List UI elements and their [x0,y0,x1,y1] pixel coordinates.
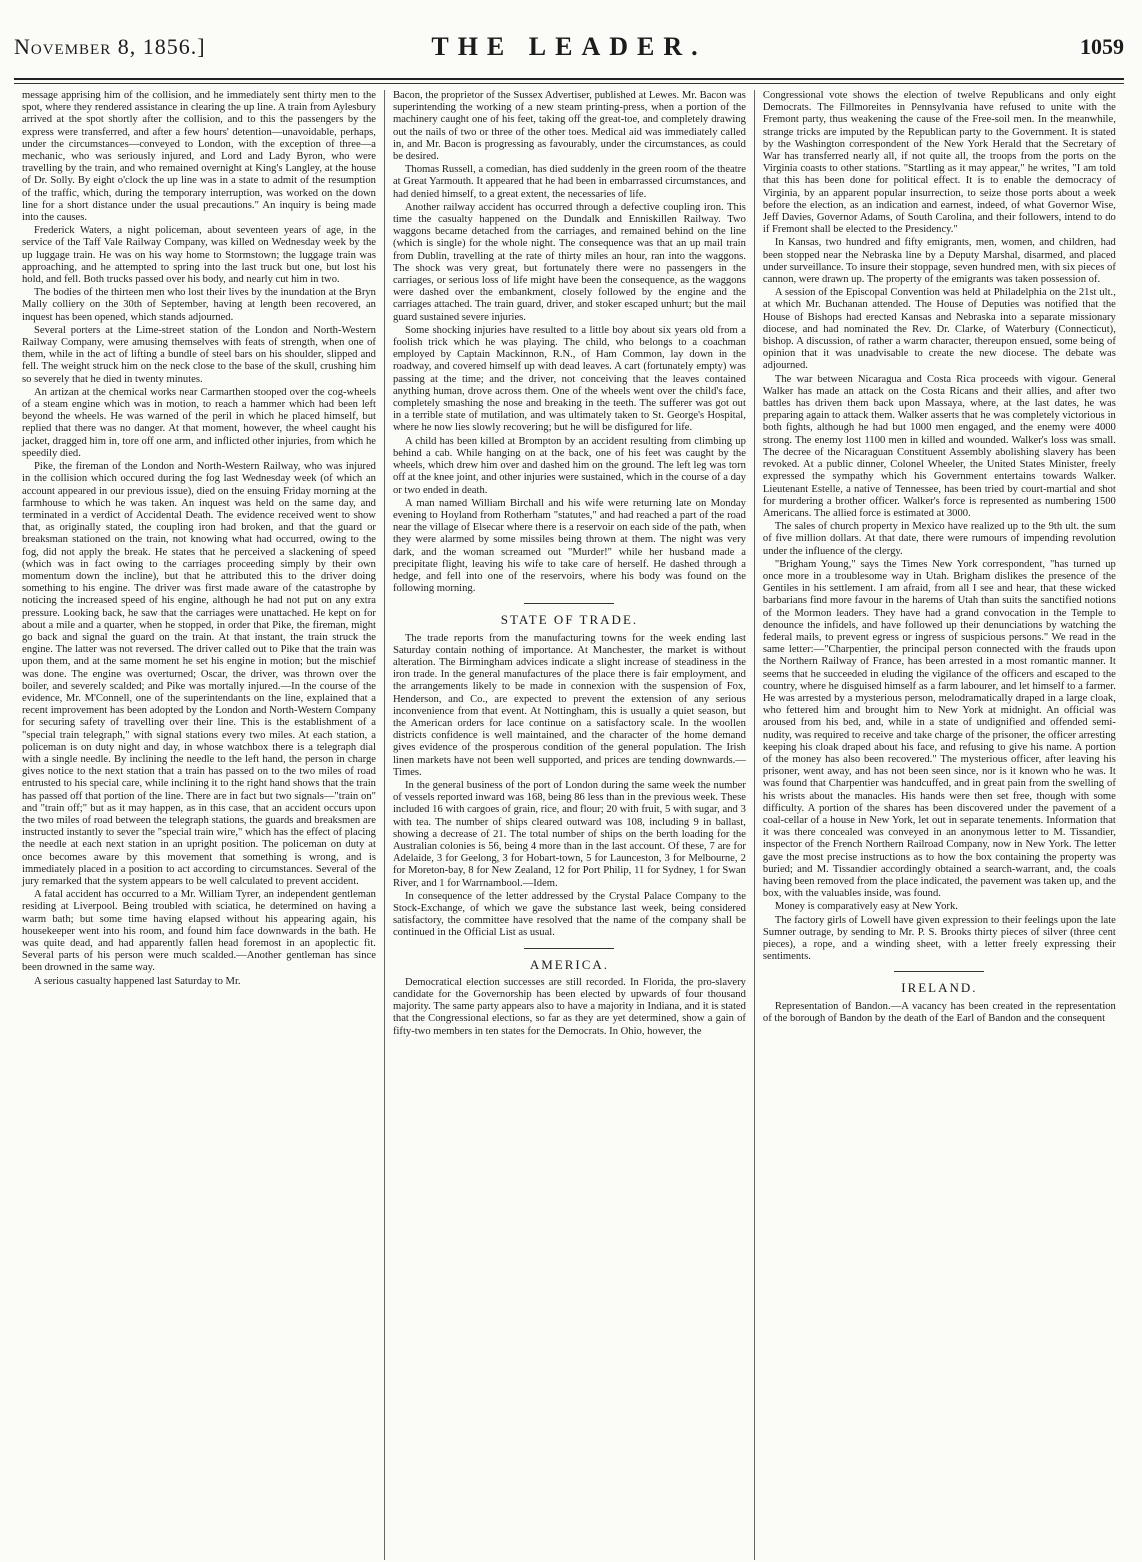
paragraph: In consequence of the letter addressed by the Crystal Palace Company to the Stock-Exchange, of which we gave the substance last week, being considered satisfactory, the committee have resolved that the name of the company shall be continued in the Official List as usual. [392,890,746,939]
newspaper-title: THE LEADER. [431,32,707,61]
paragraph: The sales of church property in Mexico have realized up to the 9th ult. the sum of five million dollars. At that date, there were rumours of impending revolution under the influence of the clergy. [762,521,1116,557]
paragraph: Bacon, the proprietor of the Sussex Advertiser, published at Lewes. Mr. Bacon was superintending the working of a new steam printing-press, when a portion of the machinery caught one of his feet, taking off the great-toe, and completely drawing out the nails of two or three of the other toes. Medical aid was immediately called in, and Mr. Bacon is progressing as favourably, under the circumstances, as could be desired. [392,90,746,163]
section-heading-ireland: IRELAND. [901,980,978,996]
paragraph: "Brigham Young," says the Times New York correspondent, "has turned up once more in a troublesome way in Utah. Brigham dislikes the presence of the Gentiles in his settlement. I am afraid, from all I see and hear, that these wicked barbarians find more favour in the harems of Utah than suits the sanctified notions of the Mormon leaders. They have had a grand convocation in the Temple to denounce the infidels, and have followed up their denunciations by watching the federal mails, to prevent egress or ingress of suspicious persons." We read in the same letter:—"Charpentier, the principal person connected with the frauds upon the Northern Railway of France, has been arrested in a most romantic manner. It seems that he succeeded in eluding the vigilance of the officers and escaped to the country, where he disguised himself as a farm labourer, and let himself to a farmer. He was arrested by a mysterious person, melodramatically draped in a large cloak, who fettered him and brought him to New York at midnight. An official was aroused from his bed, and, while in a state of undignified and offended semi-nudity, was required to receive and take charge of the prisoner, the officer arresting keeping his cloak draped about his face, and refusing to give his name. A portion of the money has also been recovered." The mysterious officer, after leaving his prisoner, went away, and has not been seen since, nor is it known who he was. It was found that Charpentier was handcuffed, and in great pain from the swelling of his wrists about the manacles. His hands were then set free, though with some difficulty. A portion of the shares has been discovered under the pavement of a coal-cellar of a house in New York, let out in separate tenements. Information that it was there concealed was conveyed in an anonymous letter to M. Tissandier, inspector of the French Northern Railroad Company, now in New York. The letter gave the most precise instructions as to how the box containing the property was buried; and M. Tissandier accordingly obtained a search-warrant, and, the coals having been removed from the place indicated, the pavement was taken up, and the box, with the valuables inside, was found. [762,558,1116,900]
paragraph: Congressional vote shows the election of twelve Republicans and only eight Democrats. The Fillmoreites in Pennsylvania have refused to unite with the Fremont party, thus weakening the cause of the Free-soil men. In the meanwhile, strange tricks are imputed by the Republican party to the Government. It is stated by the Washington correspondent of the New York Herald that the Secretary of War has transferred nearly all, if not quite all, the troops from the ports on the Virginia coasts to other stations. "Startling as it may appear," he writes, "I am told that this has been done for political effect. It is to enable the democracy of Virginia, by an apparent popular insurrection, to seize those ports about a week before the election, as an indication and earnest, indeed, of what Governor Wise, Jeff Davies, Governor Adams, of South Carolina, and their followers, intend to do if Fremont shall be elected to the Presidency." [762,90,1116,236]
paragraph: A serious casualty happened last Saturday to Mr. [34,975,241,987]
paragraph: The factory girls of Lowell have given expression to their feelings upon the late Sumner outrage, by sending to Mr. P. S. Brooks thirty pieces of silver (three cent pieces), a rope, and a winding sheet, with a letter freely expressing their sentiments. [762,914,1116,963]
page-number: 1059 [1080,34,1124,59]
paragraph: Money is comparatively easy at New York. [774,901,958,913]
section-heading-trade: STATE OF TRADE. [500,612,639,628]
paragraph: Thomas Russell, a comedian, has died suddenly in the green room of the theatre at Great Yarmouth. It appeared that he had been in embarrassed circumstances, and had denied himself, to a great extent, the necessaries of life. [392,164,746,200]
paragraph: Representation of Bandon.—A vacancy has been created in the representation of the borough of Bandon by the death of the Earl of Bandon and the consequent [762,1000,1116,1024]
issue-date: November 8, 1856.] [14,34,206,59]
masthead [14,22,1124,80]
paragraph: The bodies of the thirteen men who lost their lives by the inundation at the Bryn Mally colliery on the 30th of September, having at length been recovered, an inquest has been opened, which stands adjourned. [22,287,376,323]
section-divider [524,948,614,949]
paragraph: In the general business of the port of London during the same week the number of vessels reported inward was 168, being 86 less than in the previous week. These included 16 with cargoes of grain, rice, and flour; 20 with fruit, 5 with sugar, and 3 with tea. The number of ships cleared outward was 108, including 9 in ballast, showing a decrease of 21. The total number of ships on the berth loading for the Australian colonies is 56, being 4 more than in the last account. Of these, 7 are for Adelaide, 3 for Geelong, 3 for Hobart-town, 5 for Launceston, 3 for Melbourne, 2 for Moreton-bay, 8 for New Zealand, 12 for Port Philip, 11 for Sydney, 1 for Swan River, and 1 for Warrnambool.—Idem. [392,779,746,889]
header-rule [14,83,1124,84]
paragraph: A session of the Episcopal Convention was held at Philadelphia on the 21st ult., at which Mr. Buchanan attended. The House of Deputies was notified that the House of Bishops had erected Kansas and Nebraska into a separate missionary diocese, and had nominated the Rev. Dr. Clarke, of Waterbury (Connecticut), bishop. A discussion, of rather a warm character, thereupon ensued, some being of opinion that it was unadvisable to create the new diocese. The debate was adjourned. [762,287,1116,372]
section-heading-america: AMERICA. [529,956,610,972]
column-3 [754,90,1124,1560]
paragraph: Another railway accident has occurred through a defective coupling iron. This time the casualty happened on the Dundalk and Enniskillen Railway. Two waggons became detached from the carriages, and remained behind on the line (which is single) for the whole night. The consequence was that an up mail train from Dublin, travelling at the rate of thirty miles an hour, ran into the waggons. The shock was very great, but fortunately there were no passengers in the carriages, or serious loss of life might have been the consequence, as the waggons were dashed over the embankment, closely followed by the engine and the carriages attached. The train guard, driver, and stoker escaped unhurt; but the mail guard sustained severe injuries. [392,201,746,323]
column-1 [14,90,384,1560]
section-divider [524,603,614,604]
paragraph: message apprising him of the collision, and he immediately sent thirty men to the spot, where they rendered assistance in clearing the up line. A train from Aylesbury arrived at the spot shortly after the collision, and to this the passengers by the express were transferred, and after a few hours' detention—unavoidable, perhaps, under the circumstances—conveyed to London, with the exception of three—a mechanic, who was seriously injured, and Lord and Lady Byron, who were travelling by the train, and who remained overnight at King's Langley, at the house of Dr. Solly. By eight o'clock the up line was in a state to admit of the resumption of the traffic, which, during the temporary interruption, was worked on the down line for a short distance under the usual precautions." An inquiry is being made into the causes. [22,90,376,224]
paragraph: Democratical election successes are still recorded. In Florida, the pro-slavery candidate for the Governorship has been elected by upwards of four thousand majority. The same party appears also to have a majority in Indiana, and it is stated that the Congressional elections, so far as they are yet determined, show a gain of fifty-two members in ten states for the Democrats. In Ohio, however, the [392,976,746,1037]
paragraph: Frederick Waters, a night policeman, about seventeen years of age, in the service of the Taff Vale Railway Company, was killed on Wednesday week by the up luggage train. He was on his way home to Stormstown; the luggage train was approaching, and he attempted to spring into the last truck but one, but lost his hold, and fell. Both trucks passed over his body, and nearly cut him in two. [22,225,376,286]
paragraph: A fatal accident has occurred to a Mr. William Tyrer, an independent gentleman residing at Liverpool. Being troubled with sciatica, he determined on having a warm bath; but some time having elapsed without his appearing again, his housekeeper went into his room, and found him face downwards in the bath. He was quite dead, and had apparently fallen head foremost in an apoplectic fit. Several parts of his person were much scalded.—Another gentleman has since been drowned in the same way. [22,889,376,974]
paragraph: An artizan at the chemical works near Carmarthen stooped over the cog-wheels of a steam engine which was in motion, to reach a hammer which had been left beyond the wheels. He was warned of the peril in which he placed himself, but replied that there was no danger. At that moment, however, the wheel caught his jacket, dragged him in, tore off one arm, and inflicted other injuries, from which he speedily died. [22,386,376,459]
section-divider [894,971,984,972]
paragraph: A child has been killed at Brompton by an accident resulting from climbing up behind a cab. While hanging on at the back, one of his feet was caught by the wheels, which drew him over and dashed him on the ground. The left leg was torn off at the knee joint, and other injuries were sustained, which in the course of a day or two ended in death. [392,435,746,496]
paragraph: Pike, the fireman of the London and North-Western Railway, who was injured in the collision which occured during the fog last Wednesday week (of which an account appeared in our previous issue), died on the ensuing Friday morning at the farmhouse to which he was taken. An inquest was held on the same day, and terminated in a verdict of Accidental Death. The evidence received went to show that, as originally stated, the coupling iron had broken, and that the guard or breaksman stationed on the train, not knowing what had occurred, owing to the fog, did not apply the break. He states that he perceived a slackening of speed (which was in fact owing to the carriages proceeding simply by their own momentum down the incline), but that he attributed this to the driver doing something to his engine. The driver was first made aware of the catastrophe by noticing the increased speed of his engine, although he had not put on any extra pressure. Looking back, he saw that the carriages were unattached. He kept on for about a mile and a quarter, when he stopped, in order that Pike, the fireman, might go back and signal the guard on the train. At that instant, the train struck the engine. The latter was not reversed. The driver called out to Pike that the train was upon them, and at the same moment he set his engine in motion; but the mischief was done. The engine was overturned; Oscar, the driver, was thrown over the boiler, and severely scalded; and Pike was mortally injured.—In the course of the evidence, Mr. M'Connell, one of the superintendants on the line, explained that a recent improvement has been adopted by the London and North-Western Company for securing safety of travelling over their line. This is the establishment of a "special train telegraph," with signal stations every two miles. At each station, a policeman is on duty night and day, in whose watchbox there is a telegraph dial with a single needle. By inclining the needle to the left hand, the person in charge gives notice to the next station that a train has passed on to the two miles of road entrusted to his special care, while inclining it to the right hand shows that the train has passed off that portion of the line. There are in fact but two signals—"train on" and "train off;" but as it may happen, as in this case, that an accident occurs upon the two miles of road between the telegraph stations, the guards and breaksmen are instructed instantly to sever the "special train wire," which has the effect of placing the needle at each next station in an upright position. The policeman on duty at once becomes aware by this movement that something is wrong, and is immediately placed in a position to act according to circumstances. Several of the jury remarked that the system appears to be well calculated to prevent accident. [22,461,376,887]
paragraph: In Kansas, two hundred and fifty emigrants, men, women, and children, had been stopped near the Nebraska line by a Deputy Marshal, disarmed, and placed under surveillance. To insure their stoppage, seven hundred men, with six pieces of cannon, were drawn up. The property of the emigrants was taken possession of. [762,237,1116,286]
paragraph: The war between Nicaragua and Costa Rica proceeds with vigour. General Walker has made an attack on the Costa Ricans and their allies, and after two battles has driven them back upon Massaya, where, at the last dates, he was preparing again to attack them. Walker asserts that he was completely victorious in both fights, although he had but 1000 men engaged, and the enemy were 4000 strong. The enemy lost 1100 men in killed and wounded. Walker's loss was small. The decree of the Nicaraguan Constituent Assembly abolishing slavery has been revoked. At a public dinner, Colonel Wheeler, the United States Minister, freely expressed the sympathy which his Government entertains towards Walker. Lieutenant Estelle, a native of Tennessee, has been tried by court-martial and shot for murdering a brother officer. Walker's force is represented as numbering 1500 Americans. The allied force is estimated at 3000. [762,373,1116,519]
paragraph: A man named William Birchall and his wife were returning late on Monday evening to Hoyland from Rotherham "statutes," and had reached a part of the road near the village of Elsecar where there is a reservoir on each side of the path, when they were alarmed by some missiles being thrown at them. The night was very dark, and the woman screamed out "Murder!" while her husband made a precipitate flight, leaving his wife to take care of herself. He dashed through a hedge, and fell into one of the reservoirs, where his body was found on the following morning. [392,497,746,595]
column-2 [384,90,754,1560]
paragraph: Some shocking injuries have resulted to a little boy about six years old from a foolish trick which he was playing. The child, who belongs to a coachman employed by Captain Mackinnon, R.N., of Ham Common, lay down in the roadway, and covered himself up with dead leaves. A cart (fortunately empty) was passing at the time; and the driver, not conceiving that the leaves contained anything human, drove across them. One of the wheels went over the child's face, completely smashing the nose and breaking in the teeth. The sufferer was got out in a terrible state of mutilation, and was ultimately taken to St. George's Hospital, where he now lies slowly recovering; but he will be disfigured for life. [392,324,746,434]
columns [14,90,1124,1560]
paragraph: Several porters at the Lime-street station of the London and North-Western Railway Company, were amusing themselves with feats of strength, when one of them, while in the act of lifting a bundle of steel bars on his shoulder, slipped and fell. The weight struck him on the neck close to the base of the skull, crushing him so severely that he died in twenty minutes. [22,324,376,385]
paragraph: The trade reports from the manufacturing towns for the week ending last Saturday contain nothing of importance. At Manchester, the market is without alteration. The Birmingham advices indicate a slight increase of steadiness in the iron trade. In the general manufactures of the place there is fair employment, and the arrangements likely to be made in connexion with the suspension of Fox, Henderson, and Co., are expected to prevent the extension of any serious inconvenience from that event. At Nottingham, this is usually a quiet season, but the American orders for lace continue on a satisfactory scale. In the woollen districts confidence is well maintained, and the character of the home demand gives evidence of the prosperous condition of the general population. The Irish linen markets have not been well supported, and prices are tending downwards.—Times. [392,632,746,778]
